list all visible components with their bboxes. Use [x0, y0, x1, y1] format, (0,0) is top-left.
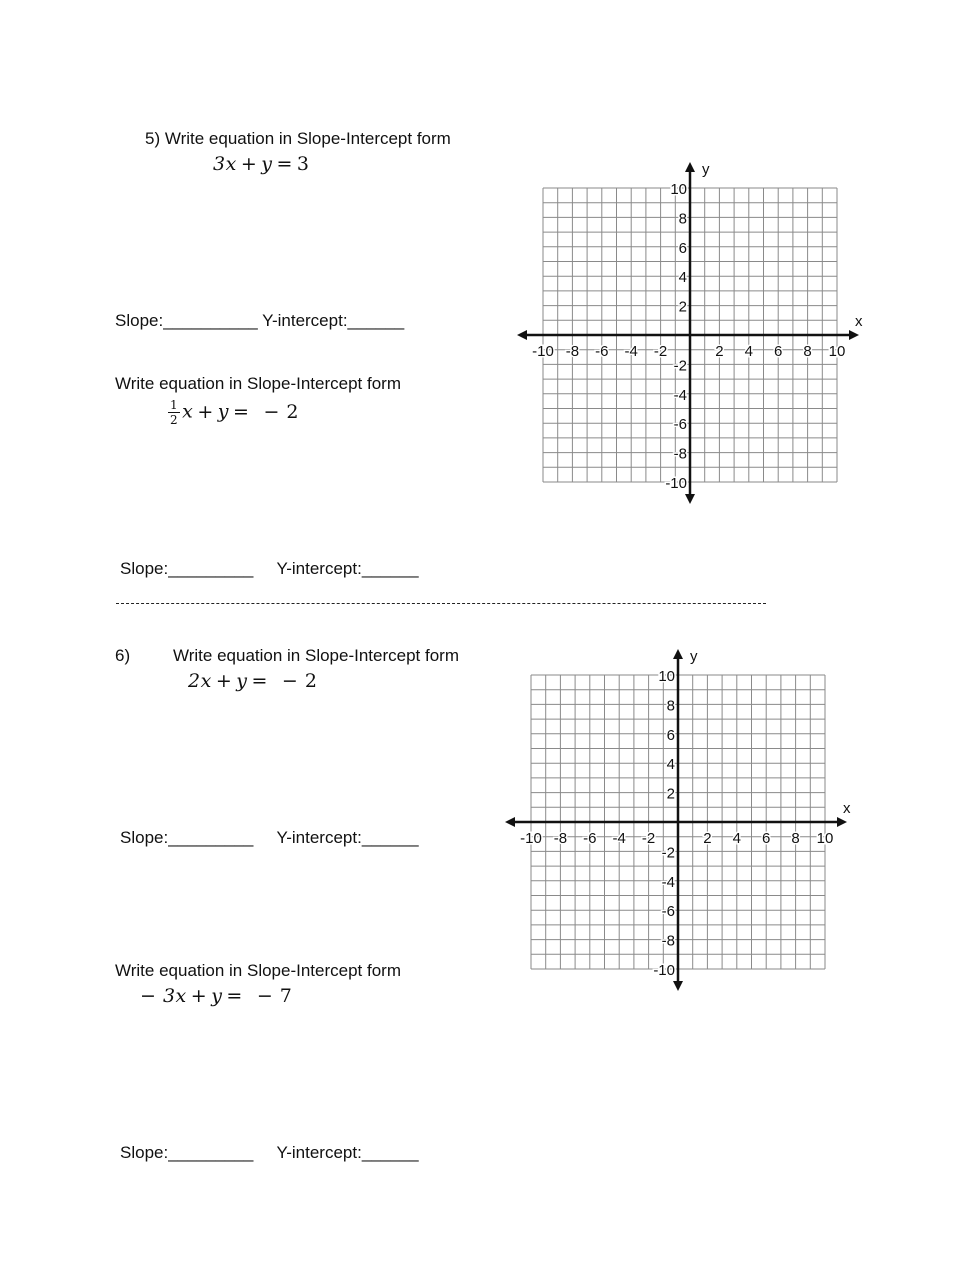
- x-tick-label: -6: [595, 343, 609, 360]
- coordinate-plane: [501, 645, 853, 997]
- y-tick-label: 2: [666, 785, 675, 803]
- y-tick-label: 4: [678, 269, 687, 287]
- x-tick-label: 4: [744, 343, 753, 360]
- y-tick-label: -10: [653, 962, 675, 979]
- y-tick-label: -6: [661, 903, 675, 921]
- y-intercept-blank[interactable]: Y-intercept:______: [276, 559, 419, 578]
- problem-5-instruction-2: Write equation in Slope-Intercept form: [115, 374, 401, 393]
- x-axis-arrow-right-icon: [849, 330, 859, 340]
- slope-blank[interactable]: Slope:_________: [120, 828, 254, 847]
- y-tick-label: -2: [673, 357, 687, 375]
- problem-6-number: 6): [115, 646, 131, 665]
- x-tick-label: -6: [583, 830, 597, 847]
- y-intercept-blank[interactable]: Y-intercept:______: [262, 311, 405, 330]
- problem-5-blanks-1: [115, 312, 404, 329]
- x-axis-arrow-left-icon: [505, 817, 515, 827]
- y-tick-label: 8: [678, 210, 687, 228]
- problem-6-blanks-2: [120, 1144, 419, 1161]
- coordinate-grid-5[interactable]: [513, 158, 865, 510]
- problem-5-equation-1: 3x + y = 3: [213, 153, 310, 175]
- y-tick-label: -10: [665, 475, 687, 492]
- x-tick-label: 4: [732, 830, 741, 847]
- x-tick-label: -10: [520, 830, 542, 847]
- section-divider: [116, 603, 766, 604]
- y-axis-arrow-down-icon: [673, 981, 683, 991]
- y-tick-label: 4: [666, 756, 675, 774]
- problem-6-equation-2: − 3x + y = − 7: [140, 985, 293, 1007]
- y-tick-label: 8: [666, 697, 675, 715]
- y-tick-label: 2: [678, 298, 687, 316]
- coordinate-grid-6[interactable]: [501, 645, 853, 997]
- x-tick-label: -4: [624, 343, 638, 360]
- problem-5-instruction: 5) Write equation in Slope-Intercept form: [145, 129, 451, 148]
- x-tick-label: 10: [828, 343, 846, 360]
- problem-6-instruction: Write equation in Slope-Intercept form: [173, 646, 459, 665]
- x-axis-arrow-left-icon: [517, 330, 527, 340]
- x-tick-label: 2: [703, 830, 712, 847]
- y-tick-label: 6: [678, 239, 687, 257]
- y-tick-label: -2: [661, 844, 675, 862]
- x-axis-label: x: [855, 313, 863, 330]
- fraction-one-half: $\frac{1}{2}$: [170, 398, 179, 427]
- y-tick-label: -4: [673, 386, 687, 404]
- y-axis-arrow-up-icon: [685, 162, 695, 172]
- y-axis-label: y: [702, 161, 710, 178]
- y-tick-label: 10: [658, 668, 675, 685]
- y-tick-label: -6: [673, 416, 687, 434]
- y-tick-label: 6: [666, 726, 675, 744]
- x-tick-label: 8: [803, 343, 812, 360]
- y-axis-label: y: [690, 648, 698, 665]
- y-tick-label: -4: [661, 873, 675, 891]
- problem-5-blanks-2: [120, 560, 419, 577]
- x-tick-label: 6: [774, 343, 783, 360]
- x-tick-label: -2: [641, 830, 656, 847]
- x-tick-label: 10: [816, 830, 834, 847]
- x-axis-label: x: [843, 800, 851, 817]
- y-intercept-blank[interactable]: Y-intercept:______: [276, 828, 419, 847]
- x-tick-label: -10: [532, 343, 554, 360]
- x-tick-label: -8: [565, 343, 580, 360]
- x-tick-label: 2: [715, 343, 724, 360]
- problem-6-instruction-2: Write equation in Slope-Intercept form: [115, 961, 401, 980]
- slope-blank[interactable]: Slope:_________: [120, 559, 254, 578]
- y-intercept-blank[interactable]: Y-intercept:______: [276, 1143, 419, 1162]
- slope-blank[interactable]: Slope:_________: [120, 1143, 254, 1162]
- y-tick-label: -8: [673, 445, 687, 463]
- problem-6-blanks-1: [120, 829, 419, 846]
- problem-5-equation-2: $\frac{1}{2}$ x + y = − 2: [170, 398, 299, 427]
- y-tick-label: 10: [670, 181, 687, 198]
- problem-6-equation-1: 2x + y = − 2: [188, 670, 318, 692]
- y-axis-arrow-down-icon: [685, 494, 695, 504]
- slope-blank[interactable]: Slope:__________: [115, 311, 258, 330]
- x-tick-label: -4: [612, 830, 626, 847]
- x-tick-label: 8: [791, 830, 800, 847]
- y-tick-label: -8: [661, 932, 675, 950]
- x-axis-arrow-right-icon: [837, 817, 847, 827]
- y-axis-arrow-up-icon: [673, 649, 683, 659]
- coordinate-plane: [513, 158, 865, 510]
- x-tick-label: -8: [553, 830, 568, 847]
- x-tick-label: 6: [762, 830, 771, 847]
- x-tick-label: -2: [653, 343, 668, 360]
